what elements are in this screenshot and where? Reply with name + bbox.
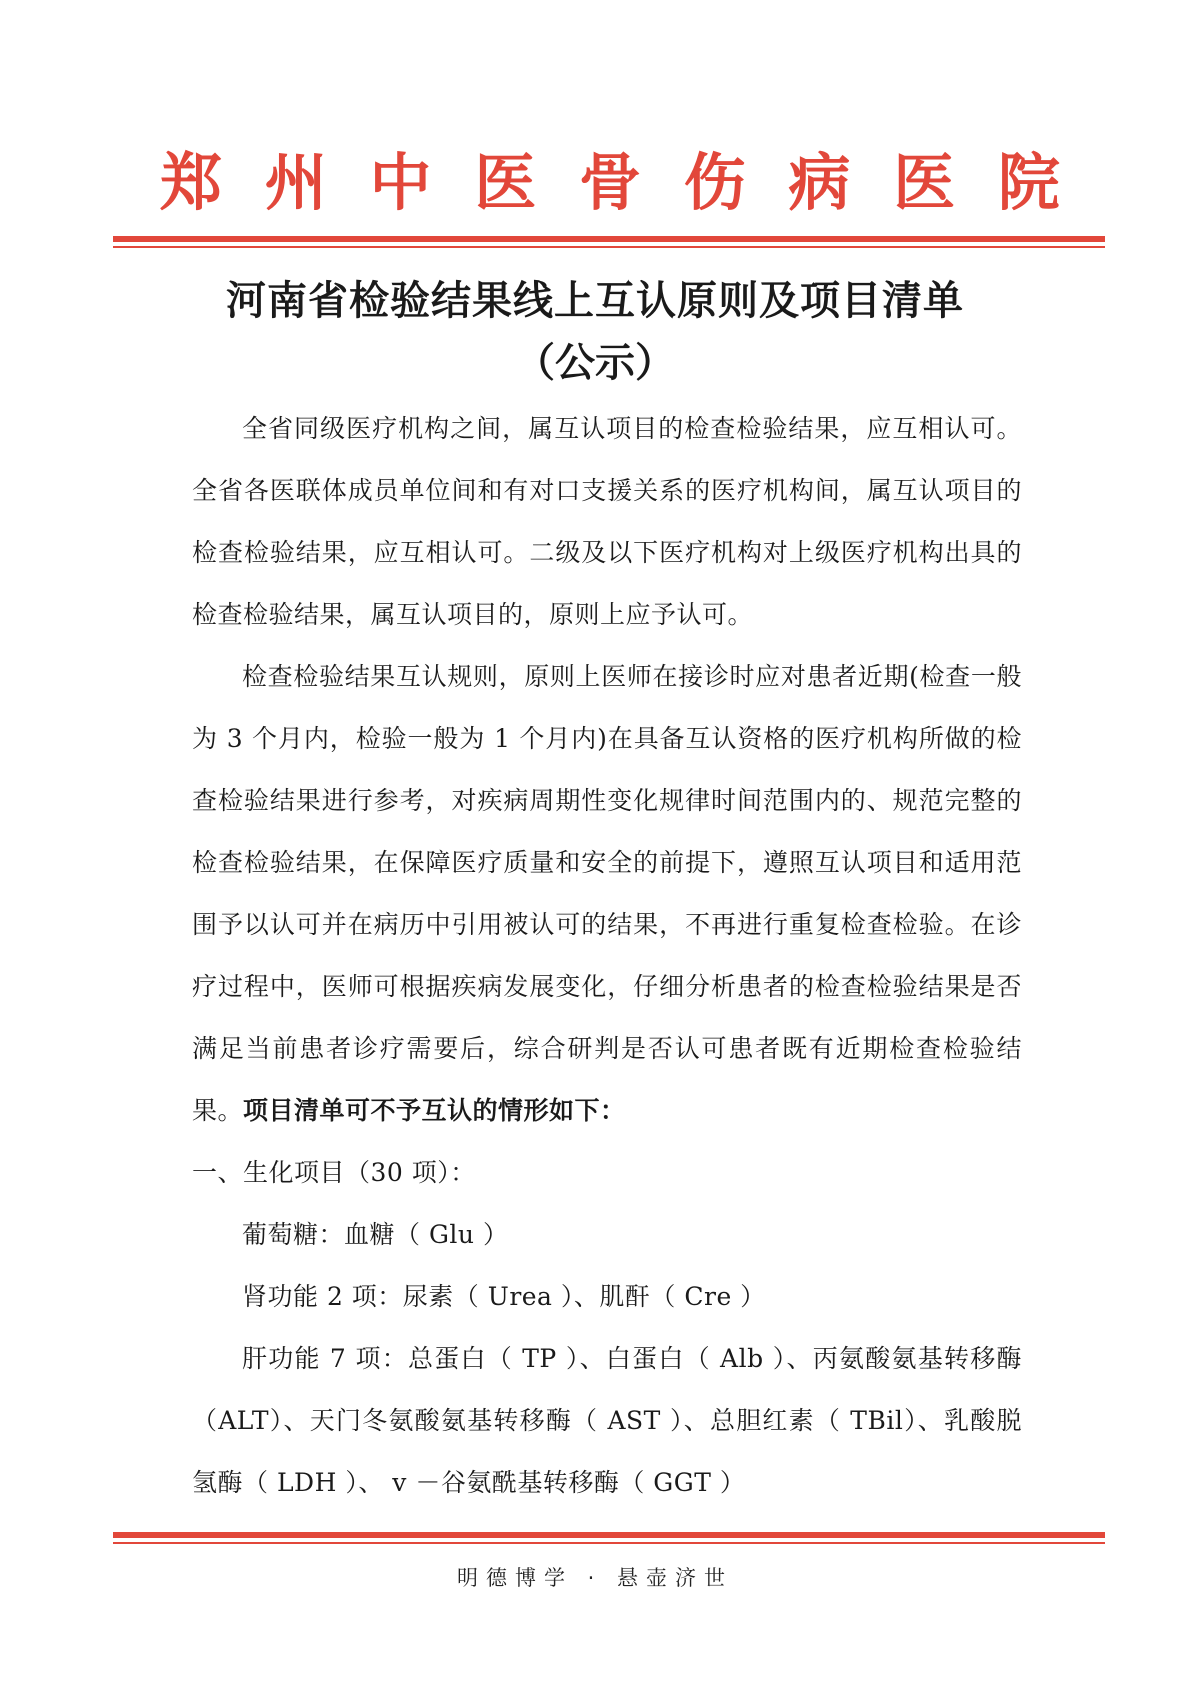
hospital-name-char: 伤 [683, 145, 746, 219]
hospital-name-char: 医 [474, 145, 537, 219]
footer-rule-thin [113, 1542, 1105, 1544]
footer-rule-thick [113, 1532, 1105, 1538]
hospital-name [160, 132, 1060, 222]
letterhead [0, 132, 1190, 232]
rules-emphasis: 项目清单可不予互认的情形如下： [243, 1096, 626, 1125]
hospital-name-char: 郑 [160, 145, 223, 219]
item-renal-function: 肾功能 2 项：尿素（ Urea ）、肌酐（ Cre ） [242, 1282, 766, 1311]
item-glucose: 葡萄糖：血糖（ Glu ） [242, 1220, 509, 1249]
hospital-name-char: 州 [264, 145, 327, 219]
paragraph-mutual-recognition-rules [192, 646, 1022, 1142]
hospital-name-char: 病 [788, 145, 851, 219]
section-heading-biochem: 一、生化项目（30 项）： [192, 1158, 476, 1187]
footer-motto: 明德博学 · 悬壶济世 [456, 1566, 734, 1590]
document-body [192, 398, 1022, 1514]
hospital-name-char: 中 [369, 145, 432, 219]
hospital-name-char: 医 [893, 145, 956, 219]
hospital-name-char: 院 [997, 145, 1060, 219]
rules-text: 检查检验结果互认规则，原则上医师在接诊时应对患者近期(检查一般为 3 个月内，检验一般为 1 个月内)在具备互认资格的医疗机构所做的检查检验结果进行参考，对疾病周期性变化规律时间范围内的、规范完整的检查检验结果，在保障医疗质量和安全的前提下，遵照互认项目和适用范围予以认可并在病历中引用被认可的结果，不再进行重复检查检验。在诊疗过程中，医师可根据疾病发展变化，仔细分析患者的检查检验结果是否满足当前患者诊疗需要后，综合研判是否认可患者既有近期检查检验结果。 [192, 662, 1022, 1125]
header-rule-thin [113, 246, 1105, 248]
header-rule-thick [113, 236, 1105, 242]
document-subtitle: （公示） [515, 340, 675, 386]
hospital-name-char: 骨 [578, 145, 641, 219]
paragraph-mutual-recognition-scope: 全省同级医疗机构之间，属互认项目的检查检验结果，应互相认可。全省各医联体成员单位间和有对口支援关系的医疗机构间，属互认项目的检查检验结果，应互相认可。二级及以下医疗机构对上级医疗机构出具的检查检验结果，属互认项目的，原则上应予认可。 [192, 414, 1022, 629]
item-liver-function: 肝功能 7 项：总蛋白（ TP ）、白蛋白（ Alb ）、丙氨酸氨基转移酶（ALT）、天门冬氨酸氨基转移酶（ AST ）、总胆红素（ TBil）、乳酸脱氢酶（ LDH ）、 v －谷氨酰基转移酶（ GGT ） [192, 1344, 1022, 1497]
document-title: 河南省检验结果线上互认原则及项目清单 [226, 278, 964, 324]
